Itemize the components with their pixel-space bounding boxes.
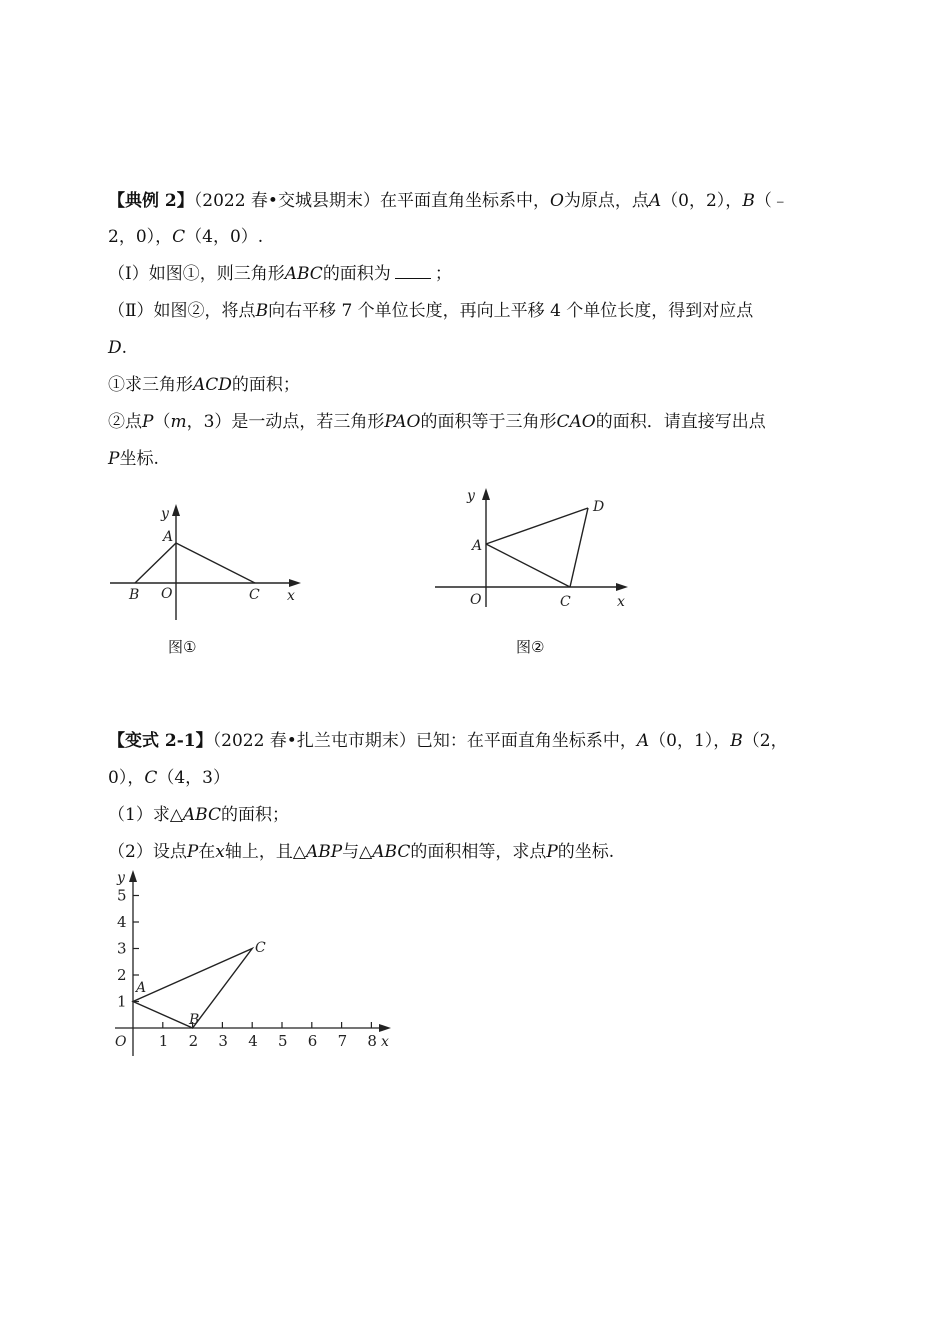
label-C: C <box>255 940 266 956</box>
text: （Ⅰ）如图①，则三角形 <box>108 264 285 284</box>
segment-AD <box>486 508 588 544</box>
example2-tag: 【典例 2】 <box>108 191 194 211</box>
text: ，3）是一动点，若三角形 <box>186 412 385 432</box>
triangle-name: CAO <box>556 412 596 432</box>
label-O: O <box>161 586 173 602</box>
label-A: A <box>136 980 147 996</box>
triangle-name: ABC <box>284 264 323 284</box>
text: 在 <box>198 842 216 862</box>
y-axis-arrow <box>482 488 490 500</box>
triangle-name: ABC <box>372 842 411 862</box>
text: 在平面直角坐标系中， <box>379 191 550 211</box>
label-x: x <box>287 588 295 604</box>
text: （ <box>153 412 171 432</box>
text: （0，2）， <box>661 191 743 211</box>
text: 为原点，点 <box>563 191 649 211</box>
point-label: B <box>730 731 743 751</box>
figure-1 <box>105 500 315 620</box>
figure-2 <box>430 482 640 612</box>
text: （0，1）， <box>649 731 731 751</box>
x-tick-label: 3 <box>218 1032 228 1050</box>
text: （2， <box>742 731 788 751</box>
label-y: y <box>467 488 475 504</box>
y-tick-label: 4 <box>117 913 127 931</box>
x-tick-label: 8 <box>367 1032 377 1050</box>
variant21-source: （2022 春•扎兰屯市期末） <box>212 731 416 751</box>
text: 0）， <box>108 768 145 788</box>
variable: x <box>215 842 225 862</box>
text: 已知：在平面直角坐标系中， <box>415 731 637 751</box>
text: （1）求△ <box>108 805 183 825</box>
point-label: P <box>546 842 558 862</box>
text: （4，3） <box>157 768 230 788</box>
text: 的面积为 <box>322 264 391 284</box>
text: 向右平移 7 个单位长度，再向上平移 4 个单位长度，得到对应点 <box>268 301 754 321</box>
text: 的坐标. <box>557 842 615 862</box>
variant21-tag: 【变式 2-1】 <box>108 731 213 751</box>
figure-1-caption: 图① <box>168 638 197 656</box>
text: 的面积； <box>220 805 289 825</box>
example2-sub2-cont <box>108 448 159 470</box>
y-axis-arrow <box>172 504 180 516</box>
point-label: A <box>648 191 662 211</box>
text: 的面积．请直接写出点 <box>595 412 766 432</box>
text: 坐标. <box>119 449 159 469</box>
text: 2，0）， <box>108 227 173 247</box>
text: （4，0）. <box>185 227 264 247</box>
figure-3 <box>105 868 405 1058</box>
x-tick-label: 7 <box>337 1032 348 1050</box>
label-y: y <box>161 506 169 522</box>
x-axis-arrow <box>289 579 301 587</box>
triangle-name: ACD <box>193 375 232 395</box>
text: （2）设点 <box>108 842 187 862</box>
variant21-question2 <box>108 841 614 863</box>
text: 的面积等于三角形 <box>420 412 557 432</box>
text: . <box>121 338 128 358</box>
label-A: A <box>163 529 174 545</box>
example2-line2 <box>108 226 263 248</box>
example2-line1 <box>108 190 789 212</box>
example2-question2 <box>108 300 753 322</box>
point-label: O <box>549 191 564 211</box>
label-B: B <box>129 587 140 603</box>
triangle-name: PAO <box>384 412 421 432</box>
text: 与△ <box>342 842 373 862</box>
x-axis-arrow <box>616 583 628 591</box>
label-y: y <box>117 870 125 886</box>
x-tick-label: 6 <box>307 1032 318 1050</box>
text: ②点 <box>108 412 142 432</box>
label-A: A <box>472 538 483 554</box>
label-O: O <box>470 592 482 608</box>
label-C: C <box>560 594 571 610</box>
variant21-question1 <box>108 804 289 826</box>
figure-2-caption: 图② <box>516 638 545 656</box>
example2-source: （2022 春•交城县期末） <box>193 191 380 211</box>
triangle-name: ABP <box>305 842 343 862</box>
example2-question1 <box>108 263 452 285</box>
point-label: B <box>255 301 269 321</box>
label-B: B <box>189 1012 200 1028</box>
point-label: D <box>108 338 122 358</box>
label-D: D <box>593 499 605 515</box>
point-label: P <box>142 412 154 432</box>
y-tick-label: 5 <box>117 886 127 905</box>
text: 的面积； <box>231 375 300 395</box>
point-label: B <box>742 191 755 211</box>
point-label: C <box>144 768 158 788</box>
example2-sub1 <box>108 374 300 396</box>
text: ①求三角形 <box>108 375 193 395</box>
example2-question2-cont <box>108 337 127 359</box>
answer-blank[interactable] <box>395 263 431 279</box>
text: 轴上，且△ <box>224 842 306 862</box>
example2-sub2 <box>108 411 766 433</box>
point-label: P <box>186 842 199 862</box>
segment-AC <box>176 543 255 583</box>
y-tick-label: 3 <box>117 939 127 958</box>
y-axis-arrow <box>129 870 137 882</box>
segment-BA <box>135 543 176 583</box>
y-tick-label: 1 <box>117 992 127 1011</box>
variable: m <box>170 412 187 432</box>
x-axis-arrow <box>379 1024 391 1032</box>
x-tick-label: 1 <box>158 1032 169 1050</box>
variant21-line1 <box>108 730 788 752</box>
x-tick-label: 5 <box>278 1032 288 1050</box>
x-tick-label: 2 <box>188 1032 199 1050</box>
label-O: O <box>115 1034 127 1050</box>
text: ； <box>434 264 452 284</box>
label-x: x <box>381 1034 389 1050</box>
segment-AC <box>486 544 570 587</box>
x-tick-label: 4 <box>248 1032 258 1050</box>
label-x: x <box>617 594 625 610</box>
segment-DC <box>570 508 588 587</box>
point-label: C <box>172 227 186 247</box>
text: （﹣ <box>754 191 789 211</box>
point-label: P <box>108 449 120 469</box>
variant21-line2 <box>108 767 230 789</box>
point-label: A <box>636 731 650 751</box>
label-C: C <box>249 587 260 603</box>
triangle-name: ABC <box>182 805 221 825</box>
text: （Ⅱ）如图②，将点 <box>108 301 256 321</box>
text: 的面积相等，求点 <box>410 842 547 862</box>
y-tick-label: 2 <box>117 966 127 984</box>
